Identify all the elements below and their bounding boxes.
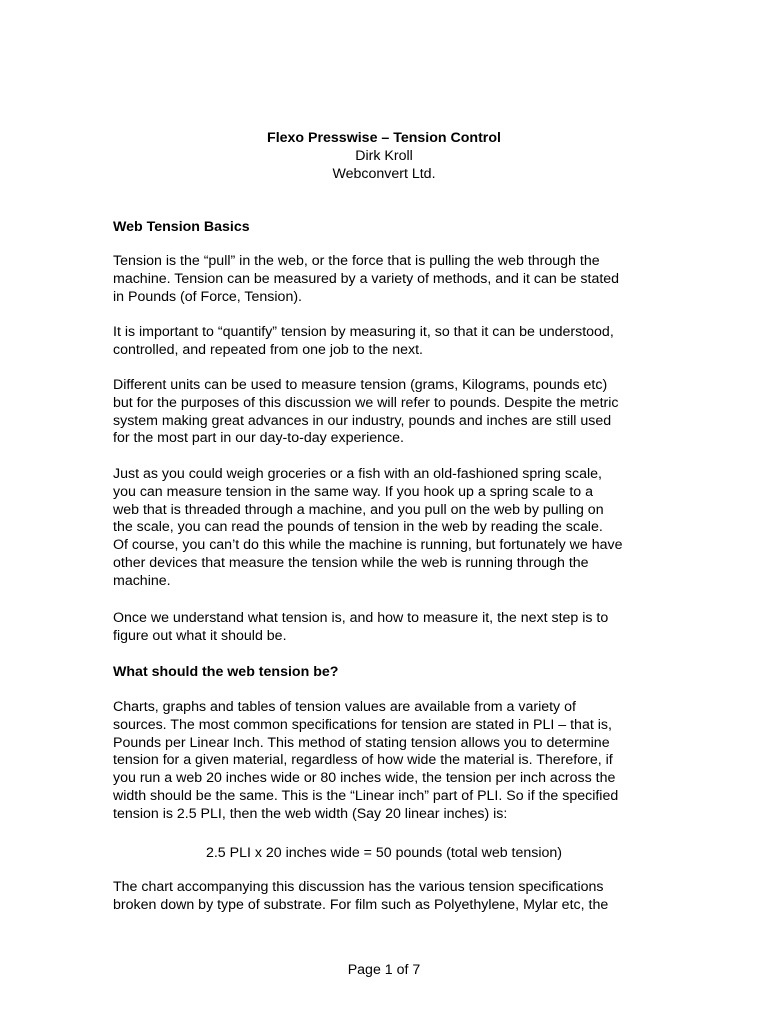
paragraph — [113, 879, 673, 915]
text-line: Charts, graphs and tables of tension values are available from a variety of — [113, 699, 576, 715]
paragraph — [113, 377, 673, 448]
text-line: system making great advances in our industry, pounds and inches are still used — [113, 412, 612, 429]
document-company: Webconvert Ltd. — [332, 166, 436, 182]
text-line: other devices that measure the tension while the web is running through the — [113, 554, 589, 571]
text-line: controlled, and repeated from one job to the next. — [113, 341, 423, 358]
tension-formula: 2.5 PLI x 20 inches wide = 50 pounds (total web tension) — [205, 845, 563, 861]
text-line: Tension is the “pull” in the web, or the force that is pulling the web through the — [113, 253, 600, 269]
text-line: machine. — [113, 572, 171, 589]
text-line: broken down by type of substrate. For film such as Polyethylene, Mylar etc, the — [113, 896, 609, 913]
page-number-footer: Page 1 of 7 — [347, 962, 421, 978]
text-line: Of course, you can’t do this while the machine is running, but fortunately we have — [113, 537, 623, 554]
paragraph — [113, 324, 673, 360]
text-line: tension for a given material, regardless of how wide the material is. Therefore, if — [113, 752, 613, 769]
section-heading-web-tension-basics: Web Tension Basics — [113, 219, 250, 235]
text-line: the scale, you can read the pounds of tension in the web by reading the scale. — [113, 519, 603, 536]
text-line: sources. The most common specifications for tension are stated in PLI – that is, — [113, 716, 612, 733]
text-line: web that is threaded through a machine, and you pull on the web by pulling on — [113, 501, 604, 518]
paragraph — [113, 610, 673, 646]
section-heading-what-should-tension-be: What should the web tension be? — [113, 664, 339, 680]
text-line: machine. Tension can be measured by a variety of methods, and it can be stated — [113, 270, 620, 287]
text-line: tension is 2.5 PLI, then the web width (Say 20 linear inches) is: — [113, 805, 508, 822]
text-line: but for the purposes of this discussion we will refer to pounds. Despite the metric — [113, 394, 619, 411]
text-line: Just as you could weigh groceries or a fish with an old-fashioned spring scale, — [113, 466, 602, 482]
text-line: figure out what it should be. — [113, 627, 287, 644]
paragraph — [113, 253, 673, 306]
text-line: Pounds per Linear Inch. This method of stating tension allows you to determine — [113, 734, 610, 751]
text-line: width should be the same. This is the “Linear inch” part of PLI. So if the specified — [113, 787, 619, 804]
document-author: Dirk Kroll — [355, 148, 413, 164]
text-line: you can measure tension in the same way. If you hook up a spring scale to a — [113, 483, 594, 500]
text-line: Once we understand what tension is, and how to measure it, the next step is to — [113, 610, 609, 626]
paragraph — [113, 699, 673, 824]
text-line: The chart accompanying this discussion has the various tension specifications — [113, 879, 604, 895]
text-line: you run a web 20 inches wide or 80 inches wide, the tension per inch across the — [113, 770, 616, 787]
text-line: for the most part in our day-to-day experience. — [113, 430, 404, 447]
text-line: Different units can be used to measure tension (grams, Kilograms, pounds etc) — [113, 377, 608, 393]
document-title: Flexo Presswise – Tension Control — [267, 130, 501, 146]
paragraph — [113, 466, 673, 591]
text-line: in Pounds (of Force, Tension). — [113, 288, 303, 305]
text-line: It is important to “quantify” tension by measuring it, so that it can be understood, — [113, 324, 614, 340]
